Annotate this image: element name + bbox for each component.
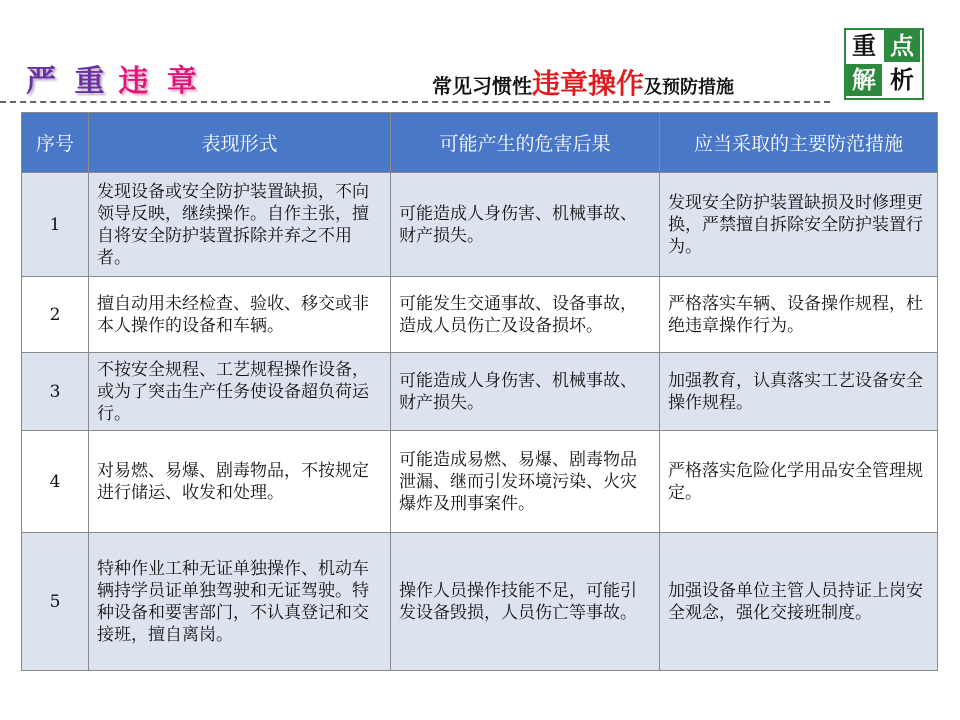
row-measure: 加强教育，认真落实工艺设备安全操作规程。 <box>660 353 938 431</box>
page-subtitle <box>432 62 734 102</box>
row-form: 特种作业工种无证单独操作、机动车辆持学员证单独驾驶和无证驾驶。特种设备和要害部门，不认真登记和交接班，擅自离岗。 <box>89 533 391 671</box>
table-row <box>22 533 938 671</box>
header-form: 表现形式 <box>89 113 391 173</box>
row-measure: 严格落实危险化学用品安全管理规定。 <box>660 431 938 533</box>
row-number: 1 <box>22 173 89 277</box>
row-form: 擅自动用未经检查、验收、移交或非本人操作的设备和车辆。 <box>89 277 391 353</box>
badge-char-1: 重 <box>852 32 876 60</box>
subtitle-prefix: 常见习惯性 <box>432 74 532 98</box>
row-number: 3 <box>22 353 89 431</box>
row-number: 5 <box>22 533 89 671</box>
subtitle-suffix: 及预防措施 <box>644 77 735 98</box>
header-harm: 可能产生的危害后果 <box>391 113 660 173</box>
row-measure: 严格落实车辆、设备操作规程，杜绝违章操作行为。 <box>660 277 938 353</box>
badge-char-4: 析 <box>890 66 914 94</box>
badge-char-2: 点 <box>884 30 920 62</box>
row-harm: 可能发生交通事故、设备事故，造成人员伤亡及设备损坏。 <box>391 277 660 353</box>
table-row <box>22 277 938 353</box>
row-number: 4 <box>22 431 89 533</box>
row-number: 2 <box>22 277 89 353</box>
row-form: 不按安全规程、工艺规程操作设备，或为了突击生产任务使设备超负荷运行。 <box>89 353 391 431</box>
page-header <box>0 0 960 105</box>
title-part-2: 违 章 <box>118 64 201 99</box>
header-measure: 应当采取的主要防范措施 <box>660 113 938 173</box>
key-analysis-badge <box>844 28 924 100</box>
row-form: 发现设备或安全防护装置缺损，不向领导反映，继续操作。自作主张，擅自将安全防护装置拆除并弃之不用者。 <box>89 173 391 277</box>
row-harm: 可能造成人身伤害、机械事故、财产损失。 <box>391 173 660 277</box>
row-harm: 可能造成易燃、易爆、剧毒物品泄漏、继而引发环境污染、火灾爆炸及刑事案件。 <box>391 431 660 533</box>
header-number: 序号 <box>22 113 89 173</box>
violations-table <box>21 112 938 671</box>
title-part-1: 严 重 <box>26 64 109 99</box>
table-header-row <box>22 113 938 173</box>
row-measure: 发现安全防护装置缺损及时修理更换，严禁擅自拆除安全防护装置行为。 <box>660 173 938 277</box>
header-divider <box>0 101 830 103</box>
badge-char-3: 解 <box>846 64 882 96</box>
row-harm: 操作人员操作技能不足，可能引发设备毁损，人员伤亡等事故。 <box>391 533 660 671</box>
table-row <box>22 353 938 431</box>
page-title <box>26 56 201 100</box>
row-harm: 可能造成人身伤害、机械事故、财产损失。 <box>391 353 660 431</box>
row-form: 对易燃、易爆、剧毒物品，不按规定进行储运、收发和处理。 <box>89 431 391 533</box>
subtitle-highlight: 违章操作 <box>532 67 645 100</box>
table-row <box>22 431 938 533</box>
table-row <box>22 173 938 277</box>
row-measure: 加强设备单位主管人员持证上岗安全观念，强化交接班制度。 <box>660 533 938 671</box>
